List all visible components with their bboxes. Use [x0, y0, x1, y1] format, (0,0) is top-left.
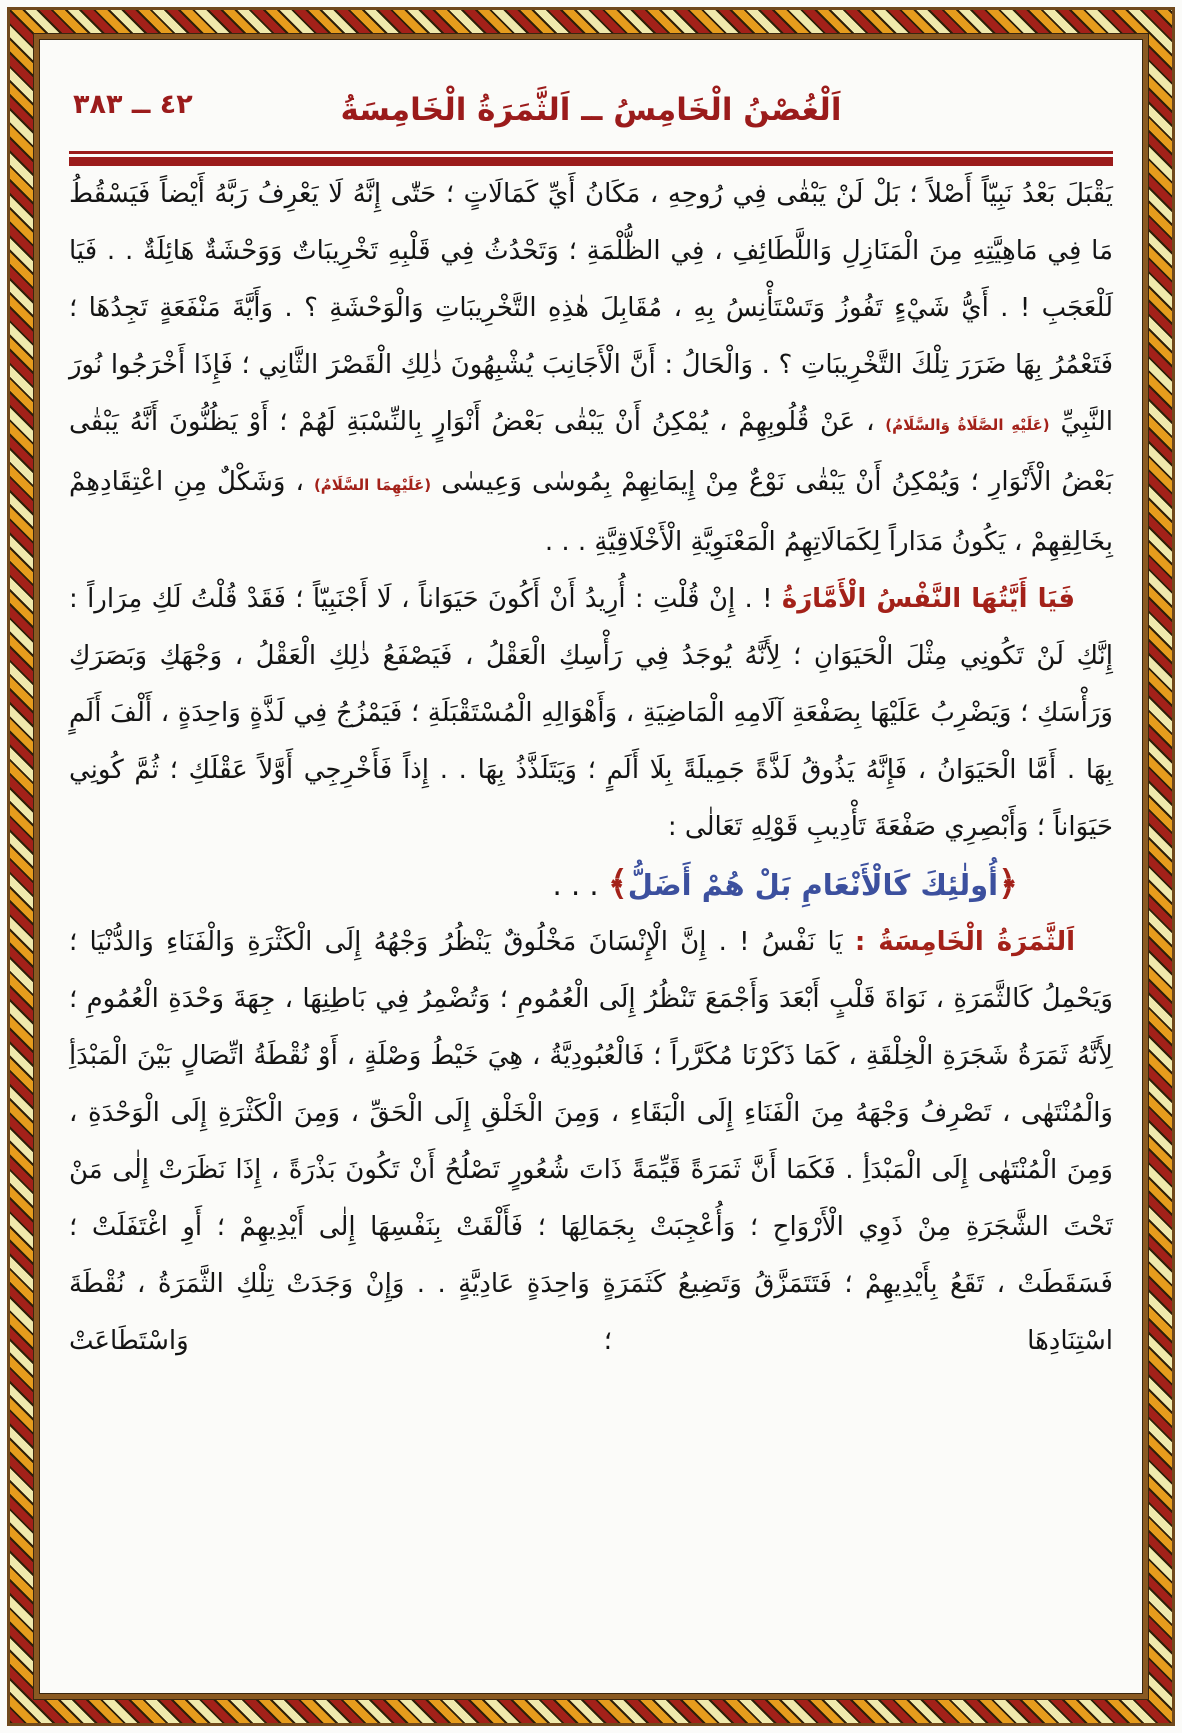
paragraph-2 [69, 571, 1113, 856]
paragraph-3 [69, 914, 1113, 1370]
verse-close-ornate-bracket: ﴾ [607, 864, 628, 904]
verse-text: أُولٰئِكَ كَالْأَنْعَامِ بَلْ هُمْ أَضَلُّ [627, 868, 999, 902]
page-numbers: ٤٢ ــ ٣٨٣ [73, 89, 193, 120]
header-rule-thick [69, 157, 1113, 166]
header-rule-thin [69, 151, 1113, 154]
header-rule [69, 151, 1113, 166]
quran-verse-line [69, 856, 1113, 914]
paragraph-1-text-a: يَقْبَلَ بَعْدُ نَبِيّاً أَصْلاً ؛ بَلْ لَنْ يَبْقٰى فِي رُوحِهِ ، مَكَانُ أَيِّ كَمَالَاتٍ ؛ حَتّٰى إِنَّهُ لَا يَعْرِفُ رَبَّهُ أَيْضاً فَيَسْقُطُ مَا فِي مَاهِيَّتِهِ مِنَ الْمَنَازِلِ وَاللَّطَائِفِ ، فِي الظُّلْمَةِ ؛ وَتَحْدُثُ فِي قَلْبِهِ تَخْرِيبَاتٌ وَوَحْشَةٌ هَائِلَةٌ . . فَيَا لَلْعَجَبِ ! . أَيُّ شَيْءٍ تَفُوزُ وَتَسْتَأْنِسُ بِهِ ، مُقَابِلَ هٰذِهِ التَّخْرِيبَاتِ وَالْوَحْشَةِ ؟ . وَأَيَّةَ مَنْفَعَةٍ تَجِدُهَا ؛ فَتَعْمُرُ بِهَا ضَرَرَ تِلْكَ التَّخْرِيبَاتِ ؟ . وَالْحَالُ : أَنَّ الْأَجَانِبَ يُشْبِهُونَ ذٰلِكِ الْقَصْرَ الثَّانِي ؛ فَإِذَا أَخْرَجُوا نُورَ النَّبِيِّ [69, 179, 1113, 437]
paragraph-1-text-b: ، عَنْ قُلُوبِهِمْ ، يُمْكِنُ أَنْ يَبْقٰى بَعْضُ أَنْوَارٍ بِالنِّسْبَةِ لَهُمْ ؛ أَوْ يَظُنُّونَ أَنَّهُ يَبْقٰى بَعْضُ الْأَنْوَارِ ؛ وَيُمْكِنُ أَنْ يَبْقٰى نَوْعٌ مِنْ إِيمَانِهِمْ بِمُوسٰى وَعِيسٰى [69, 407, 1114, 497]
page-header [69, 79, 1113, 141]
body-text [69, 166, 1113, 1370]
honorific-salla-allahu-alayhi-wa-sallam: (عَلَيْهِ الصَّلَاةُ وَالسَّلَامُ) [885, 416, 1050, 434]
verse-open-ornate-bracket: ﴿ [998, 864, 1018, 904]
verse-trailing-dots: . . . [552, 868, 608, 902]
page-title: اَلْغُصْنُ الْخَامِسُ ــ اَلثَّمَرَةُ الْخَامِسَةُ [340, 92, 842, 128]
paragraph-3-text: يَا نَفْسُ ! . إِنَّ الْإِنْسَانَ مَخْلُوقٌ يَنْظُرُ وَجْهُهُ إِلَى الْكَثْرَةِ وَالْفَنَاءِ وَالدُّنْيَا ؛ وَيَحْمِلُ كَالثَّمَرَةِ ، نَوَاةَ قَلْبٍ أَبْعَدَ وَأَجْمَعَ تَنْظُرُ إِلَى الْعُمُومِ ؛ وَتُضْمِرُ فِي بَاطِنِهَا ، جِهَةَ وَحْدَةِ الْعُمُومِ ؛ لِأَنَّهُ ثَمَرَةُ شَجَرَةِ الْخِلْقَةِ ، كَمَا ذَكَرْنَا مُكَرَّراً ؛ فَالْعُبُودِيَّةُ ، هِيَ خَيْطُ وَصْلَةٍ ، أَوْ نُقْطَةُ اتِّصَالٍ بَيْنَ الْمَبْدَأِ وَالْمُنْتَهٰى ، تَصْرِفُ وَجْهَهُ مِنَ الْفَنَاءِ إِلَى الْبَقَاءِ ، وَمِنَ الْخَلْقِ إِلَى الْحَقِّ ، وَمِنَ الْكَثْرَةِ إِلَى الْوَحْدَةِ ، وَمِنَ الْمُنْتَهٰى إِلَى الْمَبْدَأِ . فَكَمَا أَنَّ ثَمَرَةً قَيِّمَةً ذَاتَ شُعُورٍ تَصْلُحُ أَنْ تَكُونَ بَذْرَةً ، إِذَا نَظَرَتْ إِلٰى مَنْ تَحْتَ الشَّجَرَةِ مِنْ ذَوِي الْأَرْوَاحِ ؛ وَأُعْجِبَتْ بِجَمَالِهَا ؛ فَأَلْقَتْ بِنَفْسِهَا إِلٰى أَيْدِيهِمْ ؛ أَوِ اغْتَفَلَتْ ؛ فَسَقَطَتْ ، تَقَعُ بِأَيْدِيهِمْ ؛ فَتَتَمَزَّقُ وَتَضِيعُ كَثَمَرَةٍ وَاحِدَةٍ عَادِيَّةٍ . . وَإِنْ وَجَدَتْ تِلْكِ الثَّمَرَةُ ، نُقْطَةَ اسْتِنَادِهَا ؛ وَاسْتَطَاعَتْ [69, 927, 1113, 1356]
page-content [39, 39, 1143, 1694]
paragraph-1-text-c: ، وَشَكْلٌ مِنِ اعْتِقَادِهِمْ بِخَالِقِهِمْ ، يَكُونُ مَدَاراً لِكَمَالَاتِهِمُ الْمَعْنَوِيَّةِ الْأَخْلَاقِيَّةِ . . . [69, 467, 1113, 557]
paragraph-2-red-lead: فَيَا أَيَّتُهَا النَّفْسُ الْأَمَّارَةُ [781, 584, 1075, 614]
paragraph-2-text: ! . إِنْ قُلْتِ : أُرِيدُ أَنْ أَكُونَ حَيَوَاناً ، لَا أَجْنَبِيّاً ؛ فَقَدْ قُلْتُ لَكِ مِرَاراً : إِنَّكِ لَنْ تَكُونِي مِثْلَ الْحَيَوَانِ ؛ لِأَنَّهُ يُوجَدُ فِي رَأْسِكِ الْعَقْلُ ، فَيَصْفَعُ ذٰلِكِ الْعَقْلُ ، وَجْهَكِ وَبَصَرَكِ وَرَأْسَكِ ؛ وَيَضْرِبُ عَلَيْهَا بِصَفْعَةِ آلَامِهِ الْمَاضِيَةِ ، وَأَهْوَالِهِ الْمُسْتَقْبَلَةِ ؛ فَيَمْزُجُ فِي لَذَّةٍ وَاحِدَةٍ ، أَلْفَ أَلَمٍ بِهَا . أَمَّا الْحَيَوَانُ ، فَإِنَّهُ يَذُوقُ لَذَّةً جَمِيلَةً بِلَا أَلَمٍ ؛ وَيَتَلَذَّذُ بِهَا . . إِذاً فَأَخْرِجِي أَوَّلاً عَقْلَكِ ؛ ثُمَّ كُونِي حَيَوَاناً ؛ وَأَبْصِرِي صَفْعَةَ تَأْدِيبِ قَوْلِهِ تَعَالٰى : [69, 584, 1113, 842]
paragraph-1 [69, 166, 1113, 571]
honorific-alayhima-assalam: (عَلَيْهِمَا السَّلَامُ) [313, 476, 432, 494]
paragraph-3-red-lead: اَلثَّمَرَةُ الْخَامِسَةُ : [854, 927, 1075, 957]
